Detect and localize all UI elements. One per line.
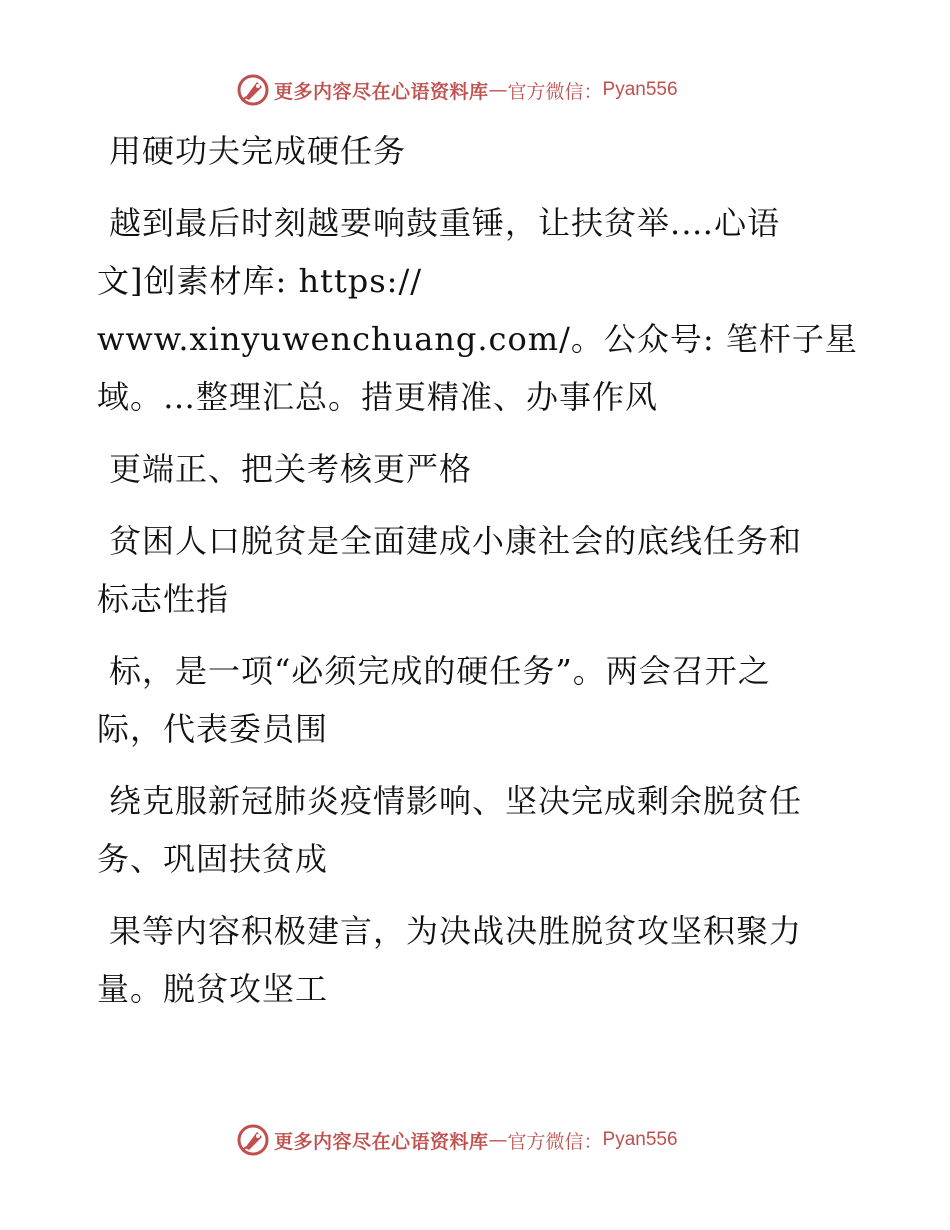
text-line: 用硬功夫完成硬任务 (109, 132, 407, 170)
text-line: 域。…整理汇总。措更精准、办事作风 (97, 378, 659, 416)
paragraph (97, 642, 837, 758)
pen-nib-logo-icon (236, 1123, 270, 1157)
paragraph (97, 772, 837, 888)
text-line: 际，代表委员围 (97, 710, 329, 748)
banner-subtitle: 官方微信： (507, 80, 603, 103)
paragraph (97, 194, 858, 426)
text-line: 更端正、把关考核更严格 (109, 450, 473, 488)
banner-title: 更多内容尽在心语资料库 (274, 80, 489, 103)
banner-subtitle: 官方微信： (507, 1130, 603, 1153)
banner-dash: — (488, 79, 508, 101)
paragraph (97, 902, 837, 1018)
banner-wechat-id: Pyan556 (602, 79, 678, 100)
header-banner (236, 72, 678, 108)
paragraph (97, 440, 837, 498)
document-body (97, 122, 858, 1032)
pen-nib-logo-icon (236, 73, 270, 107)
paragraph (97, 512, 837, 628)
text-line: 文]创素材库: https:// (97, 262, 423, 300)
text-line: 贫困人口脱贫是全面建成小康社会的底线任务和 (109, 522, 803, 560)
text-line: 量。脱贫攻坚工 (97, 970, 329, 1008)
footer-banner (236, 1122, 678, 1158)
text-line: 果等内容积极建言，为决战决胜脱贫攻坚积聚力 (109, 912, 803, 950)
paragraph (97, 122, 837, 180)
banner-title: 更多内容尽在心语资料库 (274, 1130, 489, 1153)
text-line: 标志性指 (97, 580, 230, 618)
text-line: www.xinyuwenchuang.com/。公众号: 笔杆子星 (97, 320, 858, 358)
text-line: 越到最后时刻越要响鼓重锤，让扶贫举.…心语 (109, 204, 781, 242)
banner-dash: — (488, 1129, 508, 1151)
text-line: 标，是一项“必须完成的硬任务”。两会召开之 (109, 652, 771, 690)
text-line: 绕克服新冠肺炎疫情影响、坚决完成剩余脱贫任 (109, 782, 803, 820)
banner-wechat-id: Pyan556 (602, 1129, 678, 1150)
text-line: 务、巩固扶贫成 (97, 840, 329, 878)
